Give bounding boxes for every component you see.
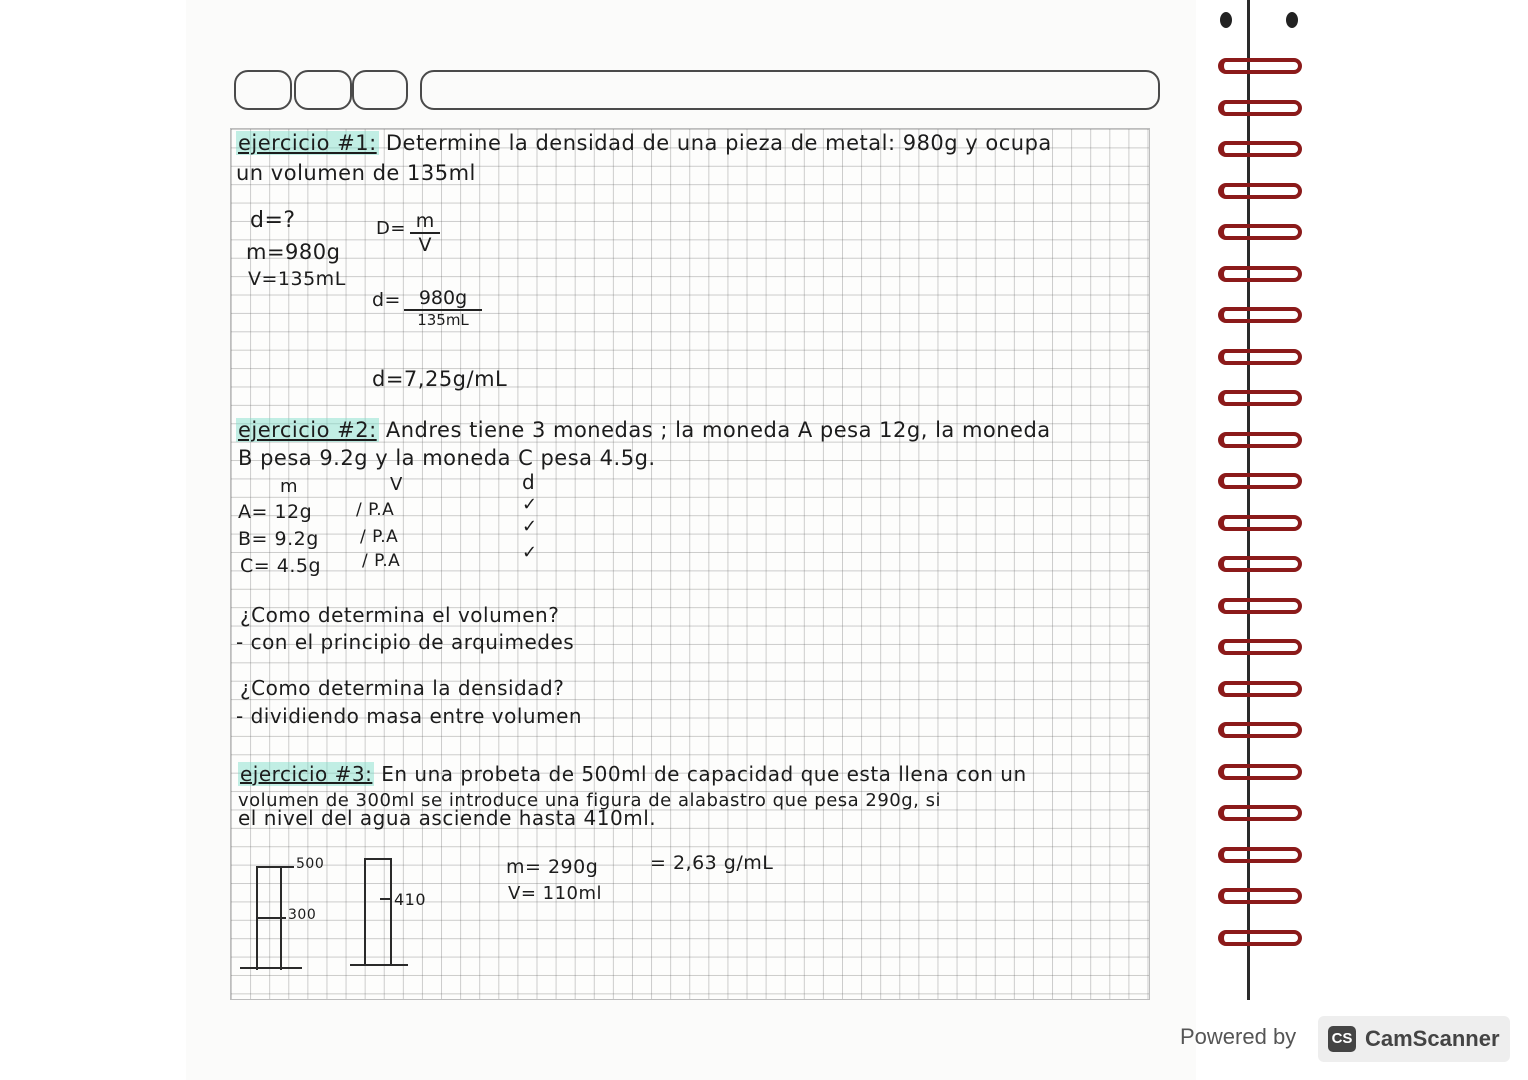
ex3-given-m: m= 290g <box>506 856 599 878</box>
ex3-statement-b: volumen de 300ml se introduce una figura de alabastro que pesa 290g, si <box>238 790 942 811</box>
spiral-ring <box>1218 100 1302 116</box>
spiral-ring <box>1218 224 1302 240</box>
spiral-ring <box>1218 349 1302 365</box>
ex1-sub-num: 980g <box>404 287 482 311</box>
ex1-sub-lhs: d= <box>372 289 401 311</box>
ex2-col-m: m <box>280 476 299 497</box>
cylinder-2-label-410: 410 <box>394 890 427 909</box>
ex2-col-d: d <box>522 470 536 494</box>
ex2-col-v: V <box>390 474 403 495</box>
ex3-statement-c: el nivel del agua asciende hasta 410ml. <box>238 806 657 830</box>
ex1-statement-b: un volumen de 135ml <box>236 161 476 185</box>
ex1-title: ejercicio #1: <box>238 131 377 155</box>
ex3-statement-a: En una probeta de 500ml de capacidad que esta llena con un <box>381 762 1027 786</box>
spiral-ring <box>1218 805 1302 821</box>
spiral-ring <box>1218 307 1302 323</box>
camscanner-badge <box>1318 1016 1510 1062</box>
ex1-formula-num: m <box>410 210 440 234</box>
ex2-row-b-v: / P.A <box>360 527 399 547</box>
spiral-ring <box>1218 141 1302 157</box>
ex2-row-c-d: ✓ <box>522 542 538 563</box>
ex1-sub-fraction <box>404 287 482 329</box>
spiral-ring <box>1218 266 1302 282</box>
spiral-ring <box>1218 888 1302 904</box>
ex3-statement-line1 <box>238 762 1027 786</box>
ex2-row-c-v: / P.A <box>362 551 401 571</box>
spiral-ring <box>1218 390 1302 406</box>
spiral-ring <box>1218 681 1302 697</box>
cylinder-1-label-300: 300 <box>288 907 317 923</box>
spiral-ring <box>1218 722 1302 738</box>
spiral-ring <box>1218 598 1302 614</box>
spiral-ring <box>1218 930 1302 946</box>
cylinder-2-mark-410 <box>380 898 392 900</box>
ex2-question-2: ¿Como determina la densidad? <box>240 676 565 700</box>
spiral-ring <box>1218 764 1302 780</box>
spiral-ring <box>1218 432 1302 448</box>
ex1-result: d=7,25g/mL <box>372 367 508 391</box>
ex1-given-m: m=980g <box>246 240 341 264</box>
ex3-given-v: V= 110ml <box>508 883 603 904</box>
ex1-given-d: d=? <box>250 208 296 233</box>
spiral-ring <box>1218 639 1302 655</box>
camscanner-brand: CamScanner <box>1365 1026 1500 1051</box>
watermark-powered-by: Powered by <box>1180 1024 1297 1049</box>
spiral-ring <box>1218 556 1302 572</box>
ex2-title: ejercicio #2: <box>238 418 377 442</box>
cylinder-1-mark-500 <box>278 866 294 868</box>
ex2-row-c-m: C= 4.5g <box>240 555 322 577</box>
ex1-formula-den: V <box>418 234 432 256</box>
ex1-statement-a: Determine la densidad de una pieza de metal: 980g y ocupa <box>385 131 1052 155</box>
spiral-ring <box>1218 183 1302 199</box>
header-title-pill <box>420 70 1160 110</box>
spiral-ring <box>1218 847 1302 863</box>
spiral-ring <box>1218 473 1302 489</box>
cylinder-2 <box>364 858 392 966</box>
cylinder-1-base <box>240 967 302 969</box>
ex1-formula-fraction <box>410 210 440 256</box>
spiral-ring <box>1218 515 1302 531</box>
ex2-answer-2: - dividiendo masa entre volumen <box>236 704 583 728</box>
ex2-row-a-v: / P.A <box>356 500 395 520</box>
ex2-statement-b: B pesa 9.2g y la moneda C pesa 4.5g. <box>238 446 656 470</box>
ex1-formula-lhs: D= <box>376 218 406 239</box>
ex2-row-a-m: A= 12g <box>238 501 313 523</box>
header-pill-3 <box>352 70 408 110</box>
ex2-row-b-d: ✓ <box>522 516 538 537</box>
ex2-row-a-d: ✓ <box>522 494 538 515</box>
spiral-ring <box>1218 58 1302 74</box>
camscanner-logo-icon: CS <box>1328 1026 1356 1052</box>
header-pill-1 <box>234 70 292 110</box>
ex2-row-b-m: B= 9.2g <box>238 528 319 550</box>
header-pill-2 <box>294 70 352 110</box>
ex3-result: = 2,63 g/mL <box>650 852 774 874</box>
ex2-answer-1: - con el principio de arquimedes <box>236 630 575 654</box>
cylinder-1-mark-300 <box>256 917 286 919</box>
ex1-statement-line1 <box>236 131 1052 155</box>
ex1-given-v: V=135mL <box>248 268 346 290</box>
ex2-question-1: ¿Como determina el volumen? <box>240 603 560 627</box>
ex2-statement-line1 <box>236 418 1051 442</box>
spiral-hole-top-right <box>1286 12 1298 28</box>
cylinder-2-base <box>350 964 408 966</box>
ex3-title: ejercicio #3: <box>240 762 373 786</box>
cylinder-1-label-500: 500 <box>296 856 325 872</box>
spiral-hole-top-left <box>1220 12 1232 28</box>
ex2-statement-a: Andres tiene 3 monedas ; la moneda A pesa 12g, la moneda <box>385 418 1051 442</box>
ex1-sub-den: 135mL <box>417 311 469 329</box>
